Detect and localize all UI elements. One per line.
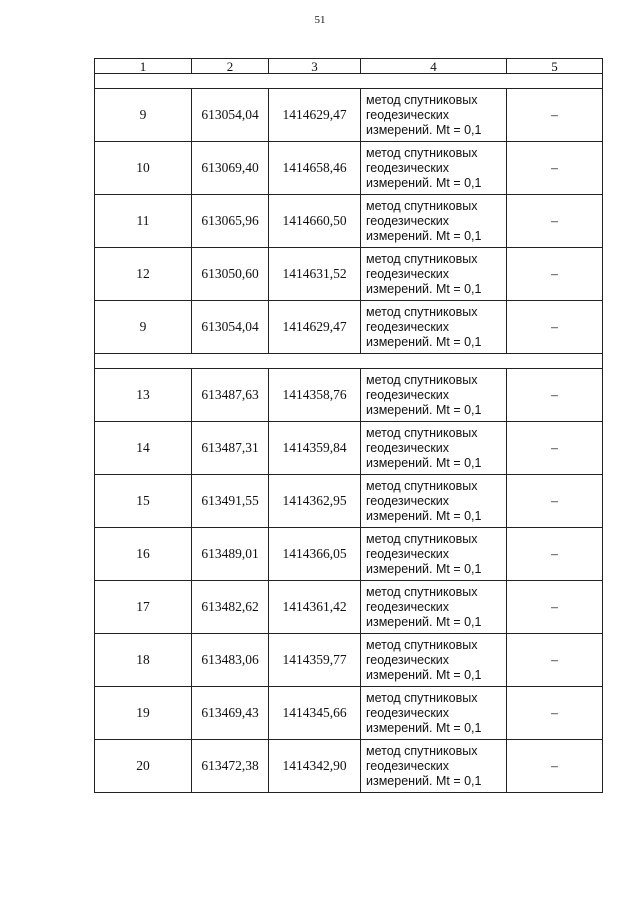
- x-coordinate-cell: 613050,60: [192, 248, 269, 301]
- method-cell: метод спутниковых геодезических измерений. Mt = 0,1: [361, 528, 507, 581]
- table-row: [95, 528, 603, 581]
- table-row: [95, 581, 603, 634]
- method-cell: метод спутниковых геодезических измерений. Mt = 0,1: [361, 687, 507, 740]
- point-number-cell: 10: [95, 142, 192, 195]
- point-number-cell: 19: [95, 687, 192, 740]
- table-row: [95, 740, 603, 793]
- y-coordinate-cell: 1414362,95: [269, 475, 361, 528]
- y-coordinate-cell: 1414629,47: [269, 301, 361, 354]
- table-row: [95, 475, 603, 528]
- method-cell: метод спутниковых геодезических измерений. Mt = 0,1: [361, 369, 507, 422]
- point-number-cell: 12: [95, 248, 192, 301]
- note-cell: –: [507, 581, 603, 634]
- point-number-cell: 9: [95, 89, 192, 142]
- x-coordinate-cell: 613482,62: [192, 581, 269, 634]
- y-coordinate-cell: 1414345,66: [269, 687, 361, 740]
- point-number-cell: 11: [95, 195, 192, 248]
- note-cell: –: [507, 687, 603, 740]
- group-separator-row: [95, 354, 603, 369]
- note-cell: –: [507, 301, 603, 354]
- point-number-cell: 15: [95, 475, 192, 528]
- x-coordinate-cell: 613472,38: [192, 740, 269, 793]
- column-number-3: 3: [269, 59, 361, 74]
- table-body: [95, 59, 603, 793]
- point-number-cell: 20: [95, 740, 192, 793]
- group-separator-cell: [95, 74, 603, 89]
- table-row: [95, 369, 603, 422]
- group-separator-cell: [95, 354, 603, 369]
- note-cell: –: [507, 89, 603, 142]
- x-coordinate-cell: 613491,55: [192, 475, 269, 528]
- y-coordinate-cell: 1414359,77: [269, 634, 361, 687]
- y-coordinate-cell: 1414342,90: [269, 740, 361, 793]
- x-coordinate-cell: 613489,01: [192, 528, 269, 581]
- table-row: [95, 248, 603, 301]
- x-coordinate-cell: 613069,40: [192, 142, 269, 195]
- method-cell: метод спутниковых геодезических измерений. Mt = 0,1: [361, 634, 507, 687]
- point-number-cell: 17: [95, 581, 192, 634]
- table-row: [95, 301, 603, 354]
- point-number-cell: 13: [95, 369, 192, 422]
- column-number-2: 2: [192, 59, 269, 74]
- note-cell: –: [507, 528, 603, 581]
- table-row: [95, 142, 603, 195]
- table-row: [95, 89, 603, 142]
- y-coordinate-cell: 1414660,50: [269, 195, 361, 248]
- column-number-4: 4: [361, 59, 507, 74]
- method-cell: метод спутниковых геодезических измерений. Mt = 0,1: [361, 475, 507, 528]
- point-number-cell: 14: [95, 422, 192, 475]
- note-cell: –: [507, 740, 603, 793]
- method-cell: метод спутниковых геодезических измерений. Mt = 0,1: [361, 195, 507, 248]
- y-coordinate-cell: 1414359,84: [269, 422, 361, 475]
- table-row: [95, 195, 603, 248]
- y-coordinate-cell: 1414631,52: [269, 248, 361, 301]
- column-number-5: 5: [507, 59, 603, 74]
- y-coordinate-cell: 1414361,42: [269, 581, 361, 634]
- method-cell: метод спутниковых геодезических измерений. Mt = 0,1: [361, 422, 507, 475]
- page-number: 51: [314, 14, 326, 26]
- table-row: [95, 634, 603, 687]
- x-coordinate-cell: 613487,31: [192, 422, 269, 475]
- x-coordinate-cell: 613065,96: [192, 195, 269, 248]
- group-separator-row: [95, 74, 603, 89]
- point-number-cell: 9: [95, 301, 192, 354]
- note-cell: –: [507, 422, 603, 475]
- x-coordinate-cell: 613483,06: [192, 634, 269, 687]
- x-coordinate-cell: 613487,63: [192, 369, 269, 422]
- method-cell: метод спутниковых геодезических измерений. Mt = 0,1: [361, 581, 507, 634]
- point-number-cell: 16: [95, 528, 192, 581]
- note-cell: –: [507, 369, 603, 422]
- column-number-row: [95, 59, 603, 74]
- note-cell: –: [507, 475, 603, 528]
- point-number-cell: 18: [95, 634, 192, 687]
- coordinates-table: [94, 58, 603, 793]
- note-cell: –: [507, 634, 603, 687]
- method-cell: метод спутниковых геодезических измерений. Mt = 0,1: [361, 89, 507, 142]
- x-coordinate-cell: 613054,04: [192, 301, 269, 354]
- y-coordinate-cell: 1414366,05: [269, 528, 361, 581]
- method-cell: метод спутниковых геодезических измерений. Mt = 0,1: [361, 248, 507, 301]
- table-row: [95, 687, 603, 740]
- y-coordinate-cell: 1414629,47: [269, 89, 361, 142]
- note-cell: –: [507, 248, 603, 301]
- column-number-1: 1: [95, 59, 192, 74]
- method-cell: метод спутниковых геодезических измерений. Mt = 0,1: [361, 301, 507, 354]
- y-coordinate-cell: 1414358,76: [269, 369, 361, 422]
- method-cell: метод спутниковых геодезических измерений. Mt = 0,1: [361, 740, 507, 793]
- note-cell: –: [507, 142, 603, 195]
- y-coordinate-cell: 1414658,46: [269, 142, 361, 195]
- x-coordinate-cell: 613469,43: [192, 687, 269, 740]
- note-cell: –: [507, 195, 603, 248]
- table-row: [95, 422, 603, 475]
- method-cell: метод спутниковых геодезических измерений. Mt = 0,1: [361, 142, 507, 195]
- x-coordinate-cell: 613054,04: [192, 89, 269, 142]
